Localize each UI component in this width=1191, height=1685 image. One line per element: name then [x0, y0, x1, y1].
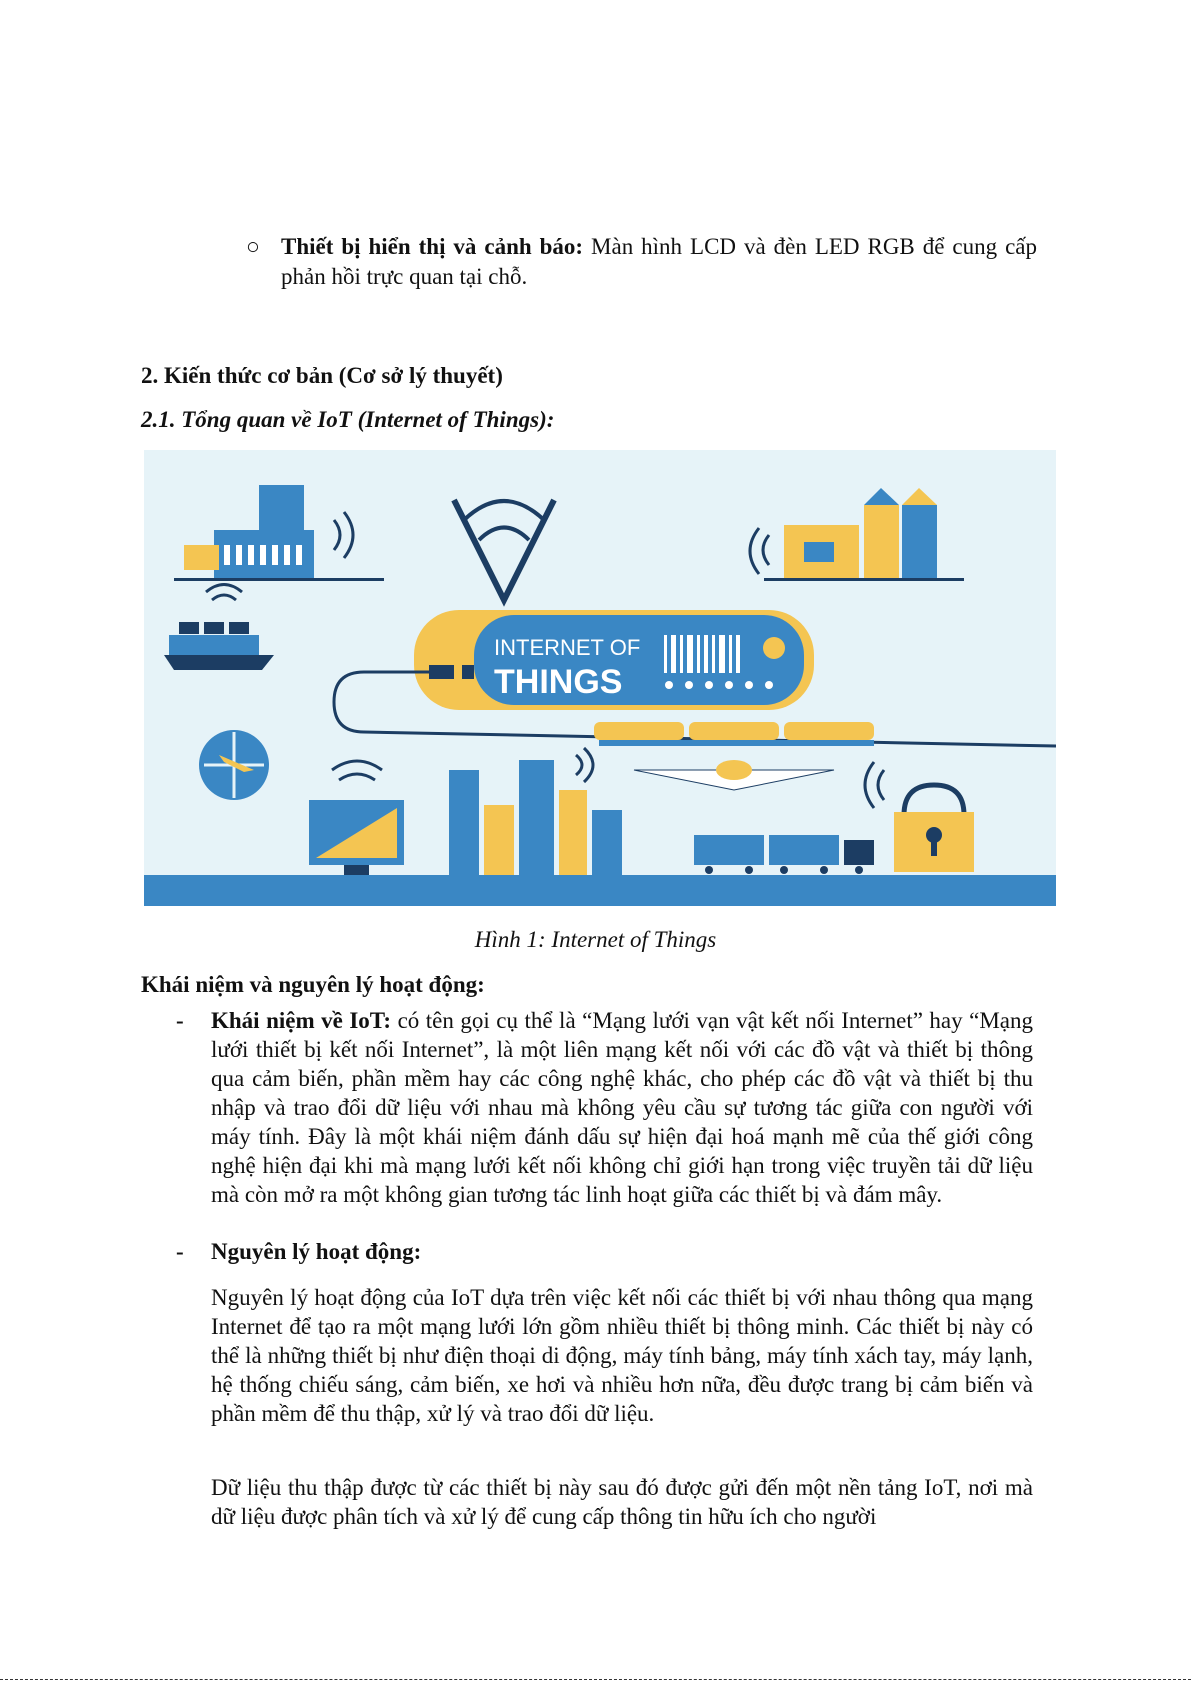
- monitor-icon: [309, 800, 404, 875]
- paragraph: Dữ liệu thu thập được từ các thiết bị này sau đó được gửi đến một nền tảng IoT, nơi mà dữ liệu được phân tích và xử lý để cung cấp thông tin hữu ích cho người: [211, 1475, 1033, 1529]
- list-item-concept: [211, 1006, 1033, 1209]
- paragraph: Nguyên lý hoạt động của IoT dựa trên việc kết nối các thiết bị với nhau thông qua mạng Internet để tạo ra một mạng lưới lớn gồm nhiều thiết bị thông minh. Các thiết bị này có thể là những thiết bị như điện thoại di động, máy tính bảng, máy tính xách tay, máy lạnh, hệ thống chiếu sáng, cảm biến, xe hơi và nhiều hơn nữa, đều được trang bị cảm biến và phần mềm để thu thập, xử lý và trao đổi dữ liệu.: [211, 1285, 1033, 1426]
- ground-band: [144, 875, 1056, 906]
- figure-title-line1: INTERNET OF: [494, 635, 641, 660]
- list-item-label: Nguyên lý hoạt động:: [211, 1239, 422, 1264]
- globe-icon: [199, 730, 269, 800]
- bullet-mark: ○: [246, 234, 260, 259]
- list-dash: -: [176, 1008, 184, 1033]
- list-dash: -: [176, 1239, 184, 1264]
- iot-device: [414, 610, 814, 710]
- bullet-item: [281, 232, 1037, 292]
- list-item-text: có tên gọi cụ thể là “Mạng lưới vạn vật kết nối Internet” hay “Mạng lưới thiết bị kết nối Internet”, là một liên mạng kết nối với các đồ vật và thiết bị thông qua cảm biến, phần mềm hay các công nghệ khác, cho phép các đồ vật và thiết bị thu nhập và trao đổi dữ liệu với nhau mà không yêu cầu sự tương tác giữa con người với máy tính. Đây là một khái niệm đánh dấu sự hiện đại hoá mạnh mẽ của thế giới công nghệ hiện đại khi mà mạng lưới kết nối không chỉ giới hạn trong việc truyền tải dữ liệu mà còn mở ra một không gian tương tác linh hoạt giữa các thiết bị và đám mây.: [211, 1008, 1034, 1207]
- section-heading: 2. Kiến thức cơ bản (Cơ sở lý thuyết): [141, 363, 503, 388]
- footer-rule: [0, 1679, 1191, 1681]
- list-item-label: Khái niệm về IoT:: [211, 1008, 392, 1033]
- concept-heading: Khái niệm và nguyên lý hoạt động:: [141, 972, 485, 997]
- bullet-label: Thiết bị hiển thị và cảnh báo:: [281, 234, 584, 259]
- subsection-heading: 2.1. Tổng quan về IoT (Internet of Things):: [141, 407, 555, 432]
- figure-caption: Hình 1: Internet of Things: [474, 927, 717, 952]
- figure-title-line2: THINGS: [494, 663, 623, 701]
- iot-illustration: [144, 450, 1056, 906]
- list-item-principle: [211, 1237, 1033, 1266]
- train-icon: [594, 722, 874, 746]
- bullet-body: Màn hình LCD và đèn LED RGB để cung cấp phản hồi trực quan tại chỗ.: [281, 234, 1037, 289]
